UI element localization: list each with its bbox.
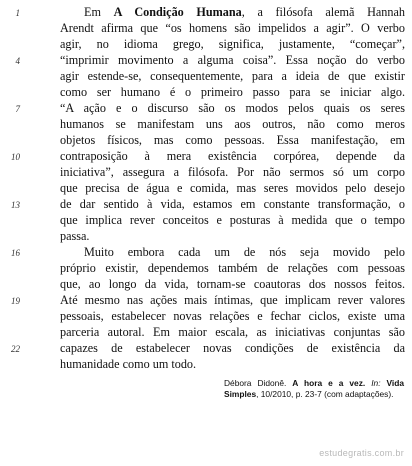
text-line: Arendt afirma que “os homens são impelidos a agir”. O verbo <box>60 21 405 35</box>
text-line: humanos se manifestam uns aos outros, não como meros <box>60 117 405 131</box>
text-line: “A ação e o discurso são os modos pelos quais os seres <box>60 101 405 115</box>
text-line: de dar sentido à vida, estamos em constante transformação, o <box>60 197 405 211</box>
text-line: “imprimir movimento a alguma coisa”. Essa noção do verbo <box>60 53 405 67</box>
line-number: 13 <box>11 200 20 210</box>
citation-in: In: <box>371 378 381 388</box>
book-title: A Condição Humana <box>113 5 242 19</box>
text-line: iniciativa”, assegura a filósofa. Por não sermos só um corpo <box>60 165 405 179</box>
line-number: 1 <box>15 8 20 18</box>
text-line: passa. <box>60 229 90 243</box>
citation-details: , 10/2010, p. 23-7 (com adaptações). <box>256 389 394 399</box>
citation-title: A hora e a vez. <box>292 378 366 388</box>
text-segment: , a filósofa alemã Hannah <box>241 5 405 19</box>
text-line: que precisa de água e comida, mas seres movidos pelo desejo <box>60 181 405 195</box>
text-line: próprio existir, dependemos também de relações com pessoas <box>60 261 405 275</box>
citation-author: Débora Didonê. <box>224 378 287 388</box>
text-line <box>84 4 405 20</box>
text-line: que, ao longo da vida, tornam-se coautoras dos nossos feitos. <box>60 277 405 291</box>
line-number: 7 <box>15 104 20 114</box>
text-line: Muito embora cada um de nós seja movido pelo <box>84 245 405 259</box>
line-number: 19 <box>11 296 20 306</box>
text-line: contraposição à mera existência corpórea, depende da <box>60 149 405 163</box>
text-line: que implica rever conceitos e posturas à medida que o tempo <box>60 213 405 227</box>
citation <box>224 378 404 400</box>
text-line: parceria autoral. Em maior escala, as iniciativas conjuntas são <box>60 325 405 339</box>
text-line: agir, no idioma grego, significa, justamente, “começar”, <box>60 37 405 51</box>
text-line: pessoais, estabelecer novas relações e fechar ciclos, existe uma <box>60 309 405 323</box>
text-line: objetos físicos, mas como pessoas. Essa manifestação, em <box>60 133 405 147</box>
line-number: 4 <box>15 56 20 66</box>
text-segment: Em <box>84 5 114 19</box>
text-line: humanidade como um todo. <box>60 357 197 371</box>
line-number: 10 <box>11 152 20 162</box>
text-line: como ser humano é o primeiro passo para se iniciar algo. <box>60 85 405 99</box>
text-line: capazes de estabelecer novas condições de existência da <box>60 341 405 355</box>
watermark: estudegratis.com.br <box>319 448 404 458</box>
line-number: 16 <box>11 248 20 258</box>
text-line: Até mesmo nas ações mais íntimas, que implicam rever valores <box>60 293 405 307</box>
text-line: agir estende-se, consequentemente, para a ideia de que existir <box>60 69 405 83</box>
line-number: 22 <box>11 344 20 354</box>
citation-source: Vida Simples <box>224 378 405 399</box>
